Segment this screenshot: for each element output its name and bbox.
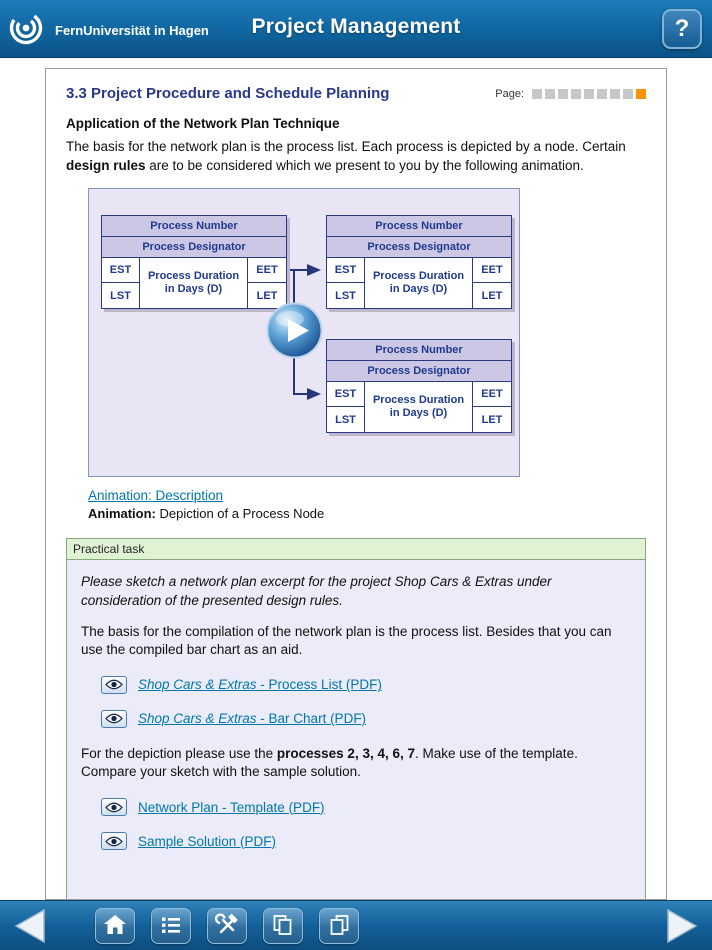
app-title: Project Management [251, 15, 461, 38]
node-est-cell: EST [327, 382, 365, 407]
link-italic-part: Shop Cars & Extras [138, 677, 257, 693]
node-lst-cell: LST [327, 407, 365, 432]
link-rest-part: - Process List (PDF) [256, 677, 382, 693]
nav-button-cluster [95, 908, 359, 944]
task-paragraph-1: The basis for the compilation of the network plan is the process list. Besides that you can use the compiled bar chart as an aid. [81, 623, 612, 658]
node-number-label: Process Number [327, 216, 511, 237]
pages-forward-button[interactable] [319, 908, 359, 944]
progress-square [636, 89, 646, 99]
page-label: Page: [495, 87, 524, 100]
animation-caption-text: Depiction of a Process Node [155, 506, 325, 522]
progress-square [532, 89, 542, 99]
next-page-button[interactable] [662, 908, 700, 944]
tools-icon [215, 913, 239, 940]
pages-back-icon [271, 913, 295, 940]
node-lst-cell: LST [102, 283, 140, 308]
page-progress-group [495, 88, 646, 100]
node-let-cell: LET [473, 407, 511, 432]
progress-square [597, 89, 607, 99]
tools-button[interactable] [207, 908, 247, 944]
content-box [45, 68, 667, 900]
footer-nav-bar [0, 900, 712, 950]
pages-back-button[interactable] [263, 908, 303, 944]
help-button[interactable]: ? [662, 9, 702, 49]
process-node [326, 339, 512, 433]
task-text-a: For the depiction please use the [81, 745, 277, 761]
link-rest-part: - Bar Chart (PDF) [256, 711, 367, 727]
intro-text-2: are to be considered which we present to you by the following animation. [145, 157, 584, 173]
progress-square [571, 89, 581, 99]
node-number-label: Process Number [102, 216, 286, 237]
node-est-cell: EST [327, 258, 365, 283]
link-italic-part: Shop Cars & Extras [138, 711, 257, 727]
node-duration-line1: Process Duration [147, 269, 240, 282]
header-bar [0, 0, 712, 58]
node-duration-line2: in Days (D) [389, 283, 448, 296]
progress-square [610, 89, 620, 99]
node-duration-line1: Process Duration [372, 269, 465, 282]
brand-text: FernUniversität in Hagen [55, 23, 209, 38]
practical-task-body [67, 560, 645, 900]
node-est-cell: EST [102, 258, 140, 283]
doc-link-row [101, 676, 631, 694]
progress-square [584, 89, 594, 99]
node-lst-cell: LST [327, 283, 365, 308]
preview-eye-icon[interactable] [101, 798, 127, 816]
node-designator-label: Process Designator [102, 237, 286, 258]
task-intro: Please sketch a network plan excerpt for the project Shop Cars & Extras under consideration of the presented design rules. [81, 574, 552, 608]
home-button[interactable] [95, 908, 135, 944]
animation-description-link[interactable]: Animation: Description [88, 488, 224, 504]
progress-square [623, 89, 633, 99]
node-eet-cell: EET [473, 382, 511, 407]
node-duration-cell [365, 258, 473, 308]
progress-square [545, 89, 555, 99]
doc-link-row [101, 798, 631, 816]
section-title: 3.3 Project Procedure and Schedule Planning [66, 85, 390, 102]
task-paragraph-2 [81, 745, 631, 782]
play-animation-button[interactable] [266, 302, 323, 359]
preview-eye-icon[interactable] [101, 832, 127, 850]
animation-caption-label: Animation: [88, 506, 156, 522]
doc-link-row [101, 710, 631, 728]
process-node [326, 215, 512, 309]
table-of-contents-button[interactable] [151, 908, 191, 944]
content-subheading: Application of the Network Plan Technique [66, 116, 340, 131]
animation-figure [88, 188, 520, 477]
node-designator-label: Process Designator [327, 361, 511, 382]
page-progress [529, 89, 646, 99]
home-icon [103, 913, 127, 940]
practical-task-box [66, 538, 646, 900]
progress-square [558, 89, 568, 99]
node-eet-cell: EET [473, 258, 511, 283]
node-duration-line1: Process Duration [372, 393, 465, 406]
node-let-cell: LET [248, 283, 286, 308]
pages-forward-icon [327, 913, 351, 940]
intro-paragraph [66, 138, 646, 175]
template-pdf-link[interactable]: Network Plan - Template (PDF) [138, 799, 325, 815]
previous-page-button[interactable] [12, 908, 50, 944]
node-let-cell: LET [473, 283, 511, 308]
practical-task-title: Practical task [67, 539, 645, 560]
process-list-pdf-link[interactable] [138, 677, 382, 692]
intro-text-bold: design rules [66, 157, 146, 173]
task-text-bold: processes 2, 3, 4, 6, 7 [276, 745, 415, 761]
doc-link-row [101, 832, 631, 850]
sample-solution-pdf-link[interactable]: Sample Solution (PDF) [138, 833, 277, 849]
preview-eye-icon[interactable] [101, 676, 127, 694]
intro-text-1: The basis for the network plan is the process list. Each process is depicted by a node. Certain [66, 139, 626, 154]
process-node [101, 215, 287, 309]
node-duration-cell [140, 258, 248, 308]
preview-eye-icon[interactable] [101, 710, 127, 728]
node-duration-cell [365, 382, 473, 432]
bar-chart-pdf-link[interactable] [138, 711, 366, 726]
node-designator-label: Process Designator [327, 237, 511, 258]
animation-caption [88, 506, 646, 521]
task-text-b: . Make use of the template. Compare your sketch with the sample solution. [81, 745, 578, 780]
node-eet-cell: EET [248, 258, 286, 283]
node-duration-line2: in Days (D) [164, 283, 223, 296]
arrow-right-icon [662, 932, 700, 947]
node-number-label: Process Number [327, 340, 511, 361]
arrow-left-icon [12, 932, 50, 947]
node-duration-line2: in Days (D) [389, 407, 448, 420]
list-icon [159, 913, 183, 940]
